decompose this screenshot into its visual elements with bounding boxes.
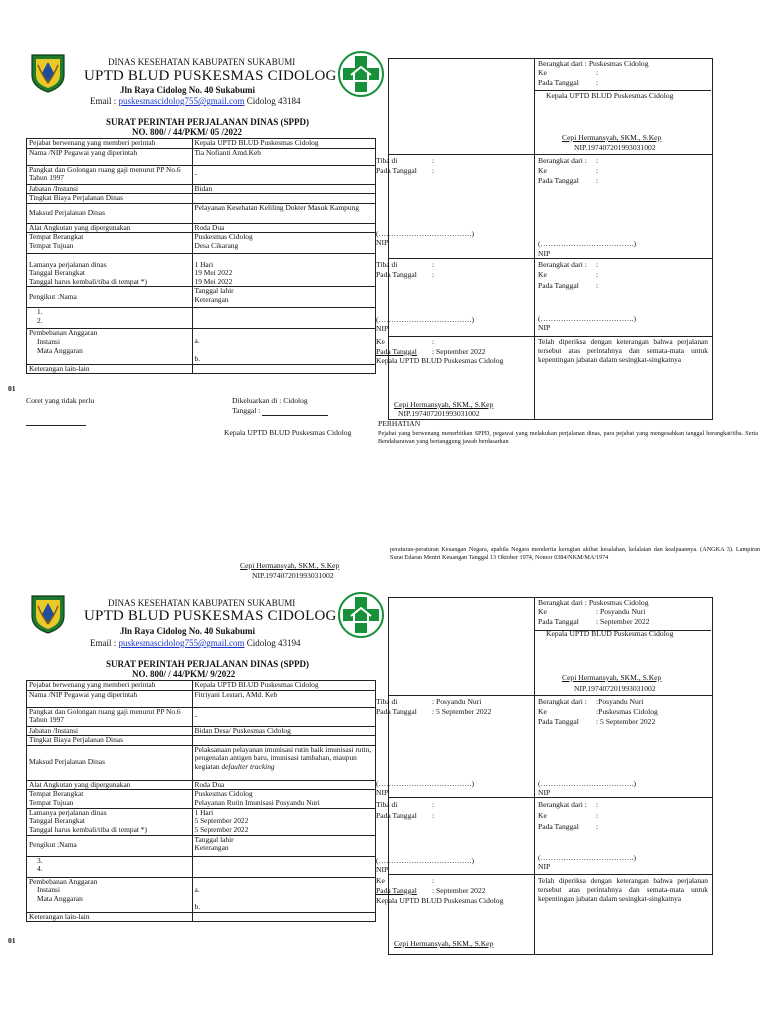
opt-b: b. [194,902,201,912]
value-tujuan: Desa Cikarang [194,240,239,250]
r2-tanggal: Pada Tanggal : [376,166,435,175]
value-tujuan: Pelayanan Rutin Imunisasi Posyandu Nuri [194,797,320,807]
r2-ke: Ke : [538,166,599,175]
label-maksud: Maksud Perjalanan Dinas [27,745,193,780]
r3-tgl2: Pada Tanggal : [538,281,599,290]
value-maksud: Pelaksanaan pelayanan imunisasi rutin baik imunisasi rutin, pengenalan antigen baru, imunisasi tambahan, maupun kegiatan [194,744,372,771]
value-pejabat: Kepala UPTD BLUD Puskesmas Cidolog [192,681,375,691]
value-pejabat: Kepala UPTD BLUD Puskesmas Cidolog [192,139,375,149]
r3-tiba: Tiba di : [376,260,435,269]
label-mata: Mata Anggaran [37,893,83,903]
form-number: NO. 800/ / 44/PKM/ 05 /2022 [132,127,242,137]
value-alat: Roda Dua [192,223,375,233]
value-pangkat: - [192,707,375,726]
label-berangkat: Tempat Berangkat [29,232,84,242]
r4-sign-nip: NIP.197407201993031002 [398,409,480,418]
r2-tgl2: Pada Tanggal : 5 September 2022 [538,717,656,726]
postal-code: Cidolog 43194 [246,638,301,648]
address: Jln Raya Cidolog No. 40 Sukabumi [120,626,256,636]
label-nama: Nama /NIP Pegawai yang diperintah [27,690,193,707]
perhatian-text: Pejabat yang berwenang menerbitkan SPPD, pegawai yang melakukan perjalanan dinas, para pejabat yang mengesahkan tanggal berangkat/tiba. Serta Bendaharawan yang bertanggung jawab berdasarkan [378,430,758,445]
r3-dots-right: (……………………………….) [538,853,637,862]
label-maksud: Maksud Perjalanan Dinas [27,203,193,223]
r2-tiba: Tiba di : Posyandu Nuri [376,697,482,706]
label-pejabat: Pejabat berwenang yang memberi perintah [27,681,193,691]
r1-kepala: Kepala UPTD BLUD Puskesmas Cidolog [546,629,674,638]
label-alat: Alat Angkutan yang dipergunakan [27,223,193,233]
r3-dots-left: (……………………………….) [376,856,475,865]
r1-sign-name: Cepi Hermansyah, SKM., S.Kep [562,133,662,142]
r3-dots-left: (……………………………….) [376,315,475,324]
label-pembebanan: Pembebanan Anggaran [29,328,98,338]
label-tingkat: Tingkat Biaya Perjalanan Dinas [27,736,193,746]
value-nama: Fitriyani Lestari, AMd. Keb [192,690,375,707]
r1-ke: Ke : Posyandu Nuri [538,607,646,616]
label-pembebanan: Pembebanan Anggaran [29,876,98,886]
r3-tgl2: Pada Tanggal : [538,822,599,831]
r1-berangkat-dari: Berangkat dari : Puskesmas Cidolog [538,59,649,68]
email-line [90,96,301,106]
r2-dari: Berangkat dari : : [538,156,599,165]
label-lama: Lamanya perjalanan dinas [29,259,107,269]
value-nama: Tia Nofianti Amd.Keb [192,148,375,165]
tanggal-issued: Tanggal : [232,406,261,415]
r2-dots-left: (……………………………….) [376,779,475,788]
r2-nip-left: NIP [376,238,389,247]
health-cross-logo-icon [338,592,384,638]
keterangan-label: Keterangan [194,843,229,853]
r2-dots-left: (……………………………….) [376,229,475,238]
sppd-table [26,680,376,922]
label-mata: Mata Anggaran [37,345,83,355]
perhatian-title: PERHATIAN [378,419,421,428]
agency-name: DINAS KESEHATAN KABUPATEN SUKABUMI [108,57,296,67]
pengikut-1: 3. [37,855,43,865]
r2-nip-left: NIP [376,788,389,797]
r4-sign-name: Cepi Hermansyah, SKM., S.Kep [394,939,494,948]
regency-emblem-icon [28,53,68,93]
unit-name: UPTD BLUD PUSKESMAS CIDOLOG [84,68,337,84]
r1-sign-nip: NIP.197407201993031002 [574,684,656,693]
kepala-title: Kepala UPTD BLUD Puskesmas Cidolog [224,428,352,437]
opt-a: a. [194,884,200,894]
value-tgl-kembali: 5 September 2022 [194,824,249,834]
form-title: SURAT PERINTAH PERJALANAN DINAS (SPPD) [106,117,310,127]
label-tgl-berangkat: Tanggal Berangkat [29,816,85,826]
r4-tanggal: Pada Tanggal : September 2022 [376,347,486,356]
pengikut-2: 4. [37,864,43,874]
r4-diperiksa: Telah diperiksa dengan keterangan bahwa perjalanan tersebut atas perintahnya dan semata-mata untuk kepentingan jabatan dalam sesingkat-singkatnya [538,876,708,903]
pengikut-2: 2. [37,315,43,325]
value-pangkat: - [192,165,375,184]
label-alat: Alat Angkutan yang dipergunakan [27,780,193,790]
label-tgl-kembali: Tanggal harus kembali/tiba di tempat *) [29,824,147,834]
r3-tiba: Tiba di : [376,800,435,809]
label-jabatan: Jabatan /Instansi [27,726,193,736]
r3-dari: Berangkat dari : : [538,260,599,269]
label-pengikut: Pengikut :Nama [27,287,193,308]
tanggal-lahir-label: Tanggal lahir [194,834,234,844]
value-tgl-berangkat: 5 September 2022 [194,816,249,826]
opt-a: a. [194,336,200,346]
value-lama: 1 Hari [194,259,214,269]
label-pejabat: Pejabat berwenang yang memberi perintah [27,139,193,149]
label-pangkat: Pangkat dan Golongan ruang gaji menurut PP No.6 Tahun 1997 [27,165,193,184]
email-link[interactable]: puskesmascidolog755@gmail.com [118,96,245,106]
r2-tiba: Tiba di : [376,156,435,165]
value-tgl-berangkat: 19 Mei 2022 [194,268,233,278]
label-lama: Lamanya perjalanan dinas [29,807,107,817]
label-jabatan: Jabatan /Instansi [27,184,193,194]
r3-nip-right: NIP [538,862,551,871]
r4-tanggal: Pada Tanggal : September 2022 [376,886,486,895]
value-alat: Roda Dua [192,780,375,790]
label-berangkat: Tempat Berangkat [29,789,84,799]
label-tujuan: Tempat Tujuan [29,240,74,250]
r2-tgl2: Pada Tanggal : [538,176,599,185]
email-line [90,638,301,648]
r3-tanggal: Pada Tanggal : [376,270,435,279]
signatory-name: Cepi Hermansyah, SKM., S.Kep [240,561,340,570]
value-berangkat: Puskesmas Cidolog [194,232,253,242]
keterangan-label: Keterangan [194,294,229,304]
r2-ke: Ke :Puskesmas Cidolog [538,707,658,716]
value-berangkat: Puskesmas Cidolog [194,789,253,799]
r3-dari: Berangkat dari : : [538,800,599,809]
postal-code: Cidolog 43184 [246,96,301,106]
agency-name: DINAS KESEHATAN KABUPATEN SUKABUMI [108,598,296,608]
r3-nip-left: NIP [376,324,389,333]
label-nama: Nama /NIP Pegawai yang diperintah [27,148,193,165]
label-pengikut: Pengikut :Nama [27,835,193,856]
value-maksud: Pelayanan Kesehatan Keliling Dokter Masuk Kampung [192,203,375,223]
row-number: 01 [8,936,16,945]
coret-note: Coret yang tidak perlu [26,396,95,405]
r1-kepala: Kepala UPTD BLUD Puskesmas Cidolog [546,91,674,100]
value-maksud-italic: defaulter tracking [221,761,275,771]
row-number: 01 [8,384,16,393]
form-number: NO. 800/ / 44/PKM/ 9/2022 [132,669,236,679]
label-tingkat: Tingkat Biaya Perjalanan Dinas [27,194,193,204]
opt-b: b. [194,353,201,363]
label-pangkat: Pangkat dan Golongan ruang gaji menurut PP No.6 Tahun 1997 [27,707,193,726]
label-tgl-berangkat: Tanggal Berangkat [29,268,85,278]
r3-tanggal: Pada Tanggal : [376,811,435,820]
r1-tanggal: Pada Tanggal : September 2022 [538,617,650,626]
label-ket-lain: Keterangan lain-lain [27,912,193,922]
tanggal-lahir-label: Tanggal lahir [194,286,234,296]
r3-ke: Ke : [538,811,599,820]
r3-nip-right: NIP [538,323,551,332]
r2-dots-right: (……………………………….) [538,779,637,788]
r4-ke: Ke : [376,876,435,885]
dikeluarkan: Dikeluarkan di : Cidolog [232,396,308,405]
value-tgl-kembali: 19 Mei 2022 [194,276,233,286]
r2-nip-right: NIP [538,788,551,797]
r3-ke: Ke : [538,270,599,279]
health-cross-logo-icon [338,51,384,97]
regency-emblem-icon [28,594,68,634]
r4-ke: Ke : [376,337,435,346]
label-tgl-kembali: Tanggal harus kembali/tiba di tempat *) [29,276,147,286]
r1-tanggal: Pada Tanggal : [538,78,599,87]
email-label: Email : [90,638,117,648]
pengikut-1: 1. [37,307,43,317]
email-link[interactable]: puskesmascidolog755@gmail.com [118,638,245,648]
perhatian-text-cont: peraturan-peraturan Keuangan Negara, apabila Negara menderita kerugian akibat kesalahan, kelalaian dan kealpaannya. (ANGKA 3). Lampiran Surat Edaran Mentri Keuangan Tanggal 13 Oktober 1974, Nomor 0384/NKM/MA/1974 [390,546,760,561]
email-label: Email : [90,96,117,106]
sppd-table [26,138,376,374]
r4-sign-name: Cepi Hermansyah, SKM., S.Kep [394,400,494,409]
signatory-nip: NIP.197407201993031002 [252,571,334,580]
value-jabatan: Bidan Desa/ Puskesmas Cidolog [192,726,375,736]
form-title: SURAT PERINTAH PERJALANAN DINAS (SPPD) [106,659,310,669]
r3-nip-left: NIP [376,865,389,874]
label-tujuan: Tempat Tujuan [29,797,74,807]
value-lama: 1 Hari [194,807,214,817]
label-ket-lain: Keterangan lain-lain [27,364,193,374]
r1-sign-nip: NIP.197407201993031002 [574,143,656,152]
r1-sign-name: Cepi Hermansyah, SKM., S.Kep [562,673,662,682]
r2-nip-right: NIP [538,249,551,258]
r4-diperiksa: Telah diperiksa dengan keterangan bahwa perjalanan tersebut atas perintahnya dan semata-mata untuk kepentingan jabatan dalam sesingkat-singkatnya [538,337,708,364]
r3-dots-right: (……………………………….) [538,314,637,323]
address: Jln Raya Cidolog No. 40 Sukabumi [120,85,256,95]
r4-kepala: Kepala UPTD BLUD Puskesmas Cidolog [376,896,504,905]
r1-ke: Ke : [538,68,599,77]
r4-kepala: Kepala UPTD BLUD Puskesmas Cidolog [376,356,504,365]
r2-tanggal: Pada Tanggal : 5 September 2022 [376,707,492,716]
r2-dari: Berangkat dari : :Posyandu Nuri [538,697,644,706]
r2-dots-right: (……………………………….) [538,239,637,248]
r1-berangkat-dari: Berangkat dari : Puskesmas Cidolog [538,598,649,607]
unit-name: UPTD BLUD PUSKESMAS CIDOLOG [84,608,337,624]
label-instansi: Instansi [37,336,60,346]
value-jabatan: Bidan [192,184,375,194]
label-instansi: Instansi [37,885,60,895]
